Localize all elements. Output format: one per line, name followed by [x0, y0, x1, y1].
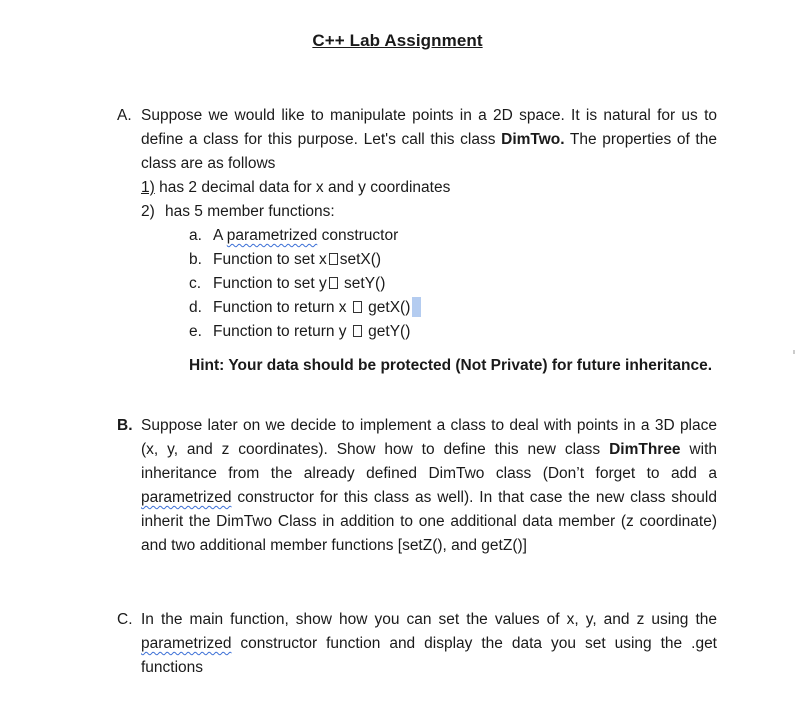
section-b-body	[141, 414, 717, 558]
function-sublist	[189, 224, 717, 344]
list-item-1	[141, 176, 717, 200]
section-b-text-2: with inheritance from the already defined DimTwo class (Don’t forget to add a	[141, 441, 718, 482]
sub-item-e	[189, 320, 717, 344]
section-c-label: C.	[117, 611, 133, 628]
sub-item-a-text-end: constructor	[317, 227, 399, 244]
sub-item-c-letter: c.	[189, 275, 202, 292]
text-cursor-selection[interactable]	[412, 297, 421, 317]
missing-glyph-box-icon	[353, 301, 362, 313]
sub-item-d-func: getX()	[363, 299, 411, 316]
hint-text: Hint: Your data should be protected (Not Private) for future inheritance.	[189, 357, 713, 374]
section-b-label: B.	[117, 417, 133, 434]
class-name-dimthree: DimThree	[609, 441, 681, 458]
list-item-1-number: 1)	[141, 179, 155, 196]
member-list	[141, 176, 717, 224]
sub-item-c	[189, 272, 717, 296]
section-c-text-2: constructor function and display the data you set using the .get functions	[141, 635, 717, 676]
sub-item-b-func: setX()	[339, 251, 382, 268]
sub-item-e-text: Function to return y	[213, 323, 351, 340]
spellcheck-word: parametrized	[141, 489, 232, 506]
page-title: C++ Lab Assignment	[312, 31, 483, 50]
section-b-text-1: Suppose later on we decide to implement a class to deal with points in a 3D place (x, y, and z coordinates). Show how to define this new class	[141, 417, 717, 458]
section-b	[117, 414, 717, 558]
sub-item-c-text: Function to set y	[213, 275, 327, 292]
sub-item-b-text: Function to set x	[213, 251, 327, 268]
missing-glyph-box-icon	[329, 277, 338, 289]
sub-item-e-func: getY()	[363, 323, 411, 340]
sub-item-a	[189, 224, 717, 248]
section-c-body	[141, 608, 717, 680]
list-item-2-text: has 5 member functions:	[165, 203, 335, 220]
sub-item-c-func: setY()	[339, 275, 386, 292]
sub-item-b	[189, 248, 717, 272]
spellcheck-word: parametrized	[226, 227, 318, 244]
section-a-body	[141, 104, 717, 176]
section-a-intro-1: Suppose we would like to manipulate points in a 2D space. It is natural for us to define a class for this purpose. Let's call this class	[141, 107, 717, 148]
sub-item-a-text: A	[213, 227, 227, 244]
section-b-text-3: constructor for this class as well). In that case the new class should inherit the DimTwo Class in addition to one additional data member (z coordinate) and two additional member functions [setZ(), and getZ()]	[141, 489, 717, 554]
section-a	[117, 104, 717, 378]
sub-item-e-letter: e.	[189, 323, 202, 340]
list-item-2	[141, 200, 717, 224]
sub-item-b-letter: b.	[189, 251, 202, 268]
list-item-2-number: 2)	[141, 203, 155, 220]
missing-glyph-box-icon	[353, 325, 362, 337]
sub-item-a-letter: a.	[189, 227, 202, 244]
spellcheck-word: parametrized	[141, 635, 232, 652]
section-c	[117, 608, 717, 680]
section-a-intro-2: The properties of the class are as follows	[141, 131, 717, 172]
sub-item-d-letter: d.	[189, 299, 202, 316]
missing-glyph-box-icon	[329, 253, 338, 265]
section-a-label: A.	[117, 107, 132, 124]
sub-item-d	[189, 296, 717, 320]
list-item-1-text: has 2 decimal data for x and y coordinates	[154, 179, 451, 196]
class-name-dimtwo: DimTwo.	[501, 131, 565, 148]
section-c-text-1: In the main function, show how you can set the values of x, y, and z using the	[141, 611, 717, 628]
sub-item-d-text: Function to return x	[213, 299, 351, 316]
